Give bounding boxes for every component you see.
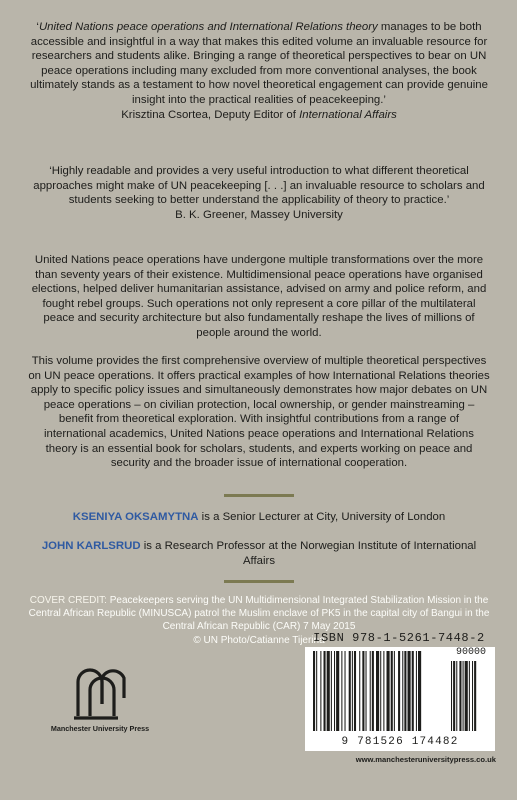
book-title-italic: United Nations peace operations and International Relations theory (38, 21, 378, 33)
publisher-website: www.manchesteruniversitypress.co.uk (355, 755, 496, 764)
publisher-logo-icon (70, 660, 130, 722)
barcode-icon (305, 647, 495, 735)
divider-rule-bottom (224, 580, 294, 583)
endorsement-quote-2 (28, 164, 490, 222)
quote-2-attribution: B. K. Greener, Massey University (175, 208, 343, 221)
isbn-label: ISBN 978-1-5261-7448-2 (313, 631, 485, 645)
author-bio-text-2: is a Research Professor at the Norwegian Institute of International Affairs (140, 540, 477, 567)
endorsement-quote-1 (28, 20, 490, 122)
quote-1-attribution: Krisztina Csortea, Deputy Editor of International Affairs (121, 108, 397, 121)
quote-2-text: ‘Highly readable and provides a very useful introduction to what different theoretical approaches might make of UN peacekeeping [. . .] an invaluable resource to scholars and students seeking to better understand the applicability of theory to practice.’ (33, 165, 485, 207)
author-bio-2 (28, 539, 490, 568)
quote-open-mark: ‘ (36, 21, 39, 33)
description-paragraph-2: This volume provides the first comprehensive overview of multiple theoretical perspectives on UN peace operations. It offers practical examples of how International Relations theories apply to specific policy issues and simultaneously demonstrates how major debates on UN peace operations – on civilian protection, local ownership, or gender mainstreaming – benefit from theoretical exploration. With insightful contributions from a range of international academics, United Nations peace operations and International Relations theory is an essential book for scholars, students, and experts working on peace and security and the broader issue of international cooperation. (28, 355, 490, 470)
quote-1-text: manages to be both accessible and insightful in a way that makes this edited volume an invaluable resource for researchers and students alike. Bringing a range of theoretical perspectives to bear on UN peace operations including many excluded from more conventional analyses, the book ultimately stands as a testament to how novel theoretical engagement can provide genuine insight into the practical realities of peacekeeping.’ (30, 21, 488, 106)
barcode-addon-number: 90000 (455, 647, 486, 658)
divider-rule-top (224, 494, 294, 497)
photo-credit: © UN Photo/Catianne Tijerina (193, 634, 325, 646)
author-name-2: JOHN KARLSRUD (41, 540, 141, 552)
author-name-1: KSENIYA OKSAMYTNA (72, 511, 199, 523)
author-bio-1 (28, 510, 490, 525)
publisher-name: Manchester University Press (50, 724, 150, 733)
description-paragraph-1: United Nations peace operations have undergone multiple transformations over the more than seventy years of their existence. Multidimensional peace operations have organised elections, helped deliver humanitarian assistance, advised on army and police reform, and fought rebel groups. Such operations not only represent a core pillar of the multilateral peace and security architecture but also fundamentally reshape the lives of millions of people around the world. (31, 254, 487, 339)
cover-credit-text: Peacekeepers serving the UN Multidimensional Integrated Stabilization Mission in the Central African Republic (MINUSCA) patrol the Muslim enclave of PK5 in the capital city of Bangui in the Central African Republic (CAR) 7 May 2015 (28, 595, 490, 633)
barcode-number: 9 781526 174482 (305, 736, 495, 748)
author-bio-text-1: is a Senior Lecturer at City, University of London (198, 511, 446, 523)
cover-credit-label: COVER CREDIT: (29, 595, 107, 606)
